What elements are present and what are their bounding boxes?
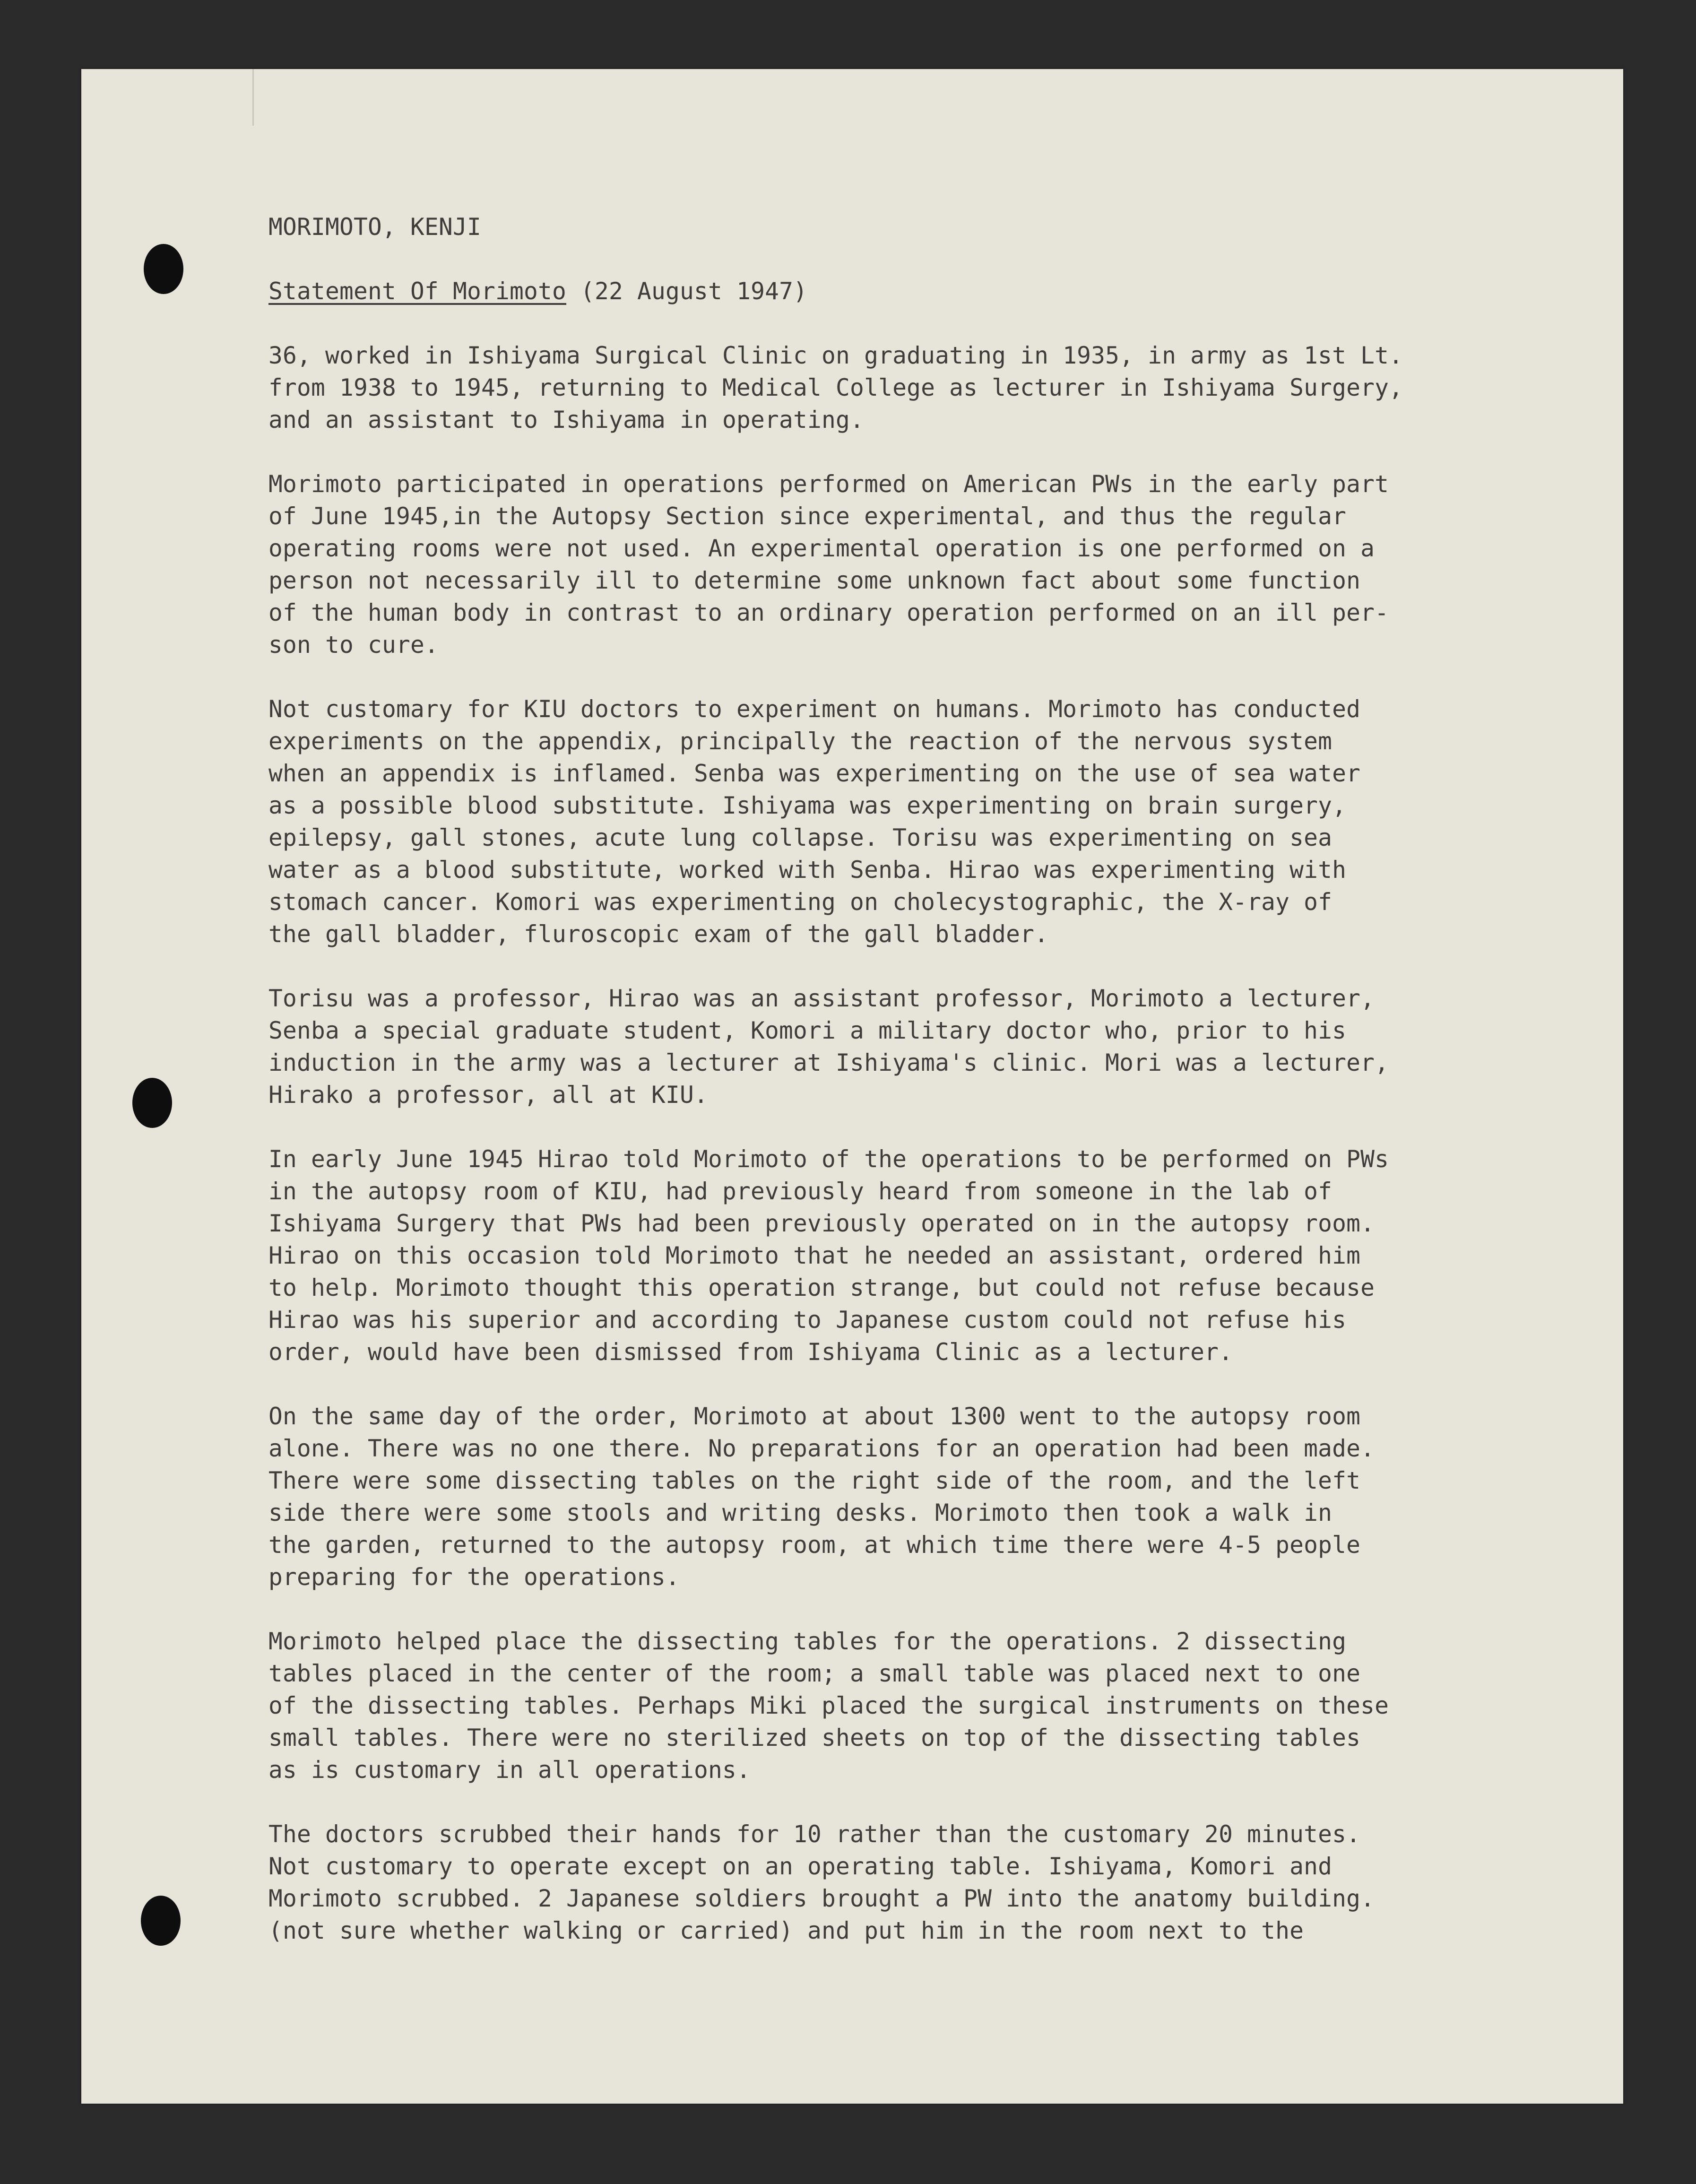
document-body: [268, 211, 1573, 1979]
paragraph-order: In early June 1945 Hirao told Morimoto of the operations to be performed on PWs in the autopsy room of KIU, had previously heard from someone in the lab of Ishiyama Surgery that PWs had been previously operated on in the autopsy room. Hirao on this occasion told Morimoto that he needed an assistant, ordered him to help. Morimoto thought this operation strange, but could not refuse because Hirao was his superior and according to Japanese custom could not refuse his order, would have been dismissed from Ishiyama Clinic as a lecturer.: [268, 1145, 1389, 1366]
statement-title: Statement Of Morimoto: [268, 277, 567, 305]
punch-hole-top: [144, 244, 183, 294]
paragraph-tables: Morimoto helped place the dissecting tables for the operations. 2 dissecting tables placed in the center of the room; a small table was placed next to one of the dissecting tables. Perhaps Miki placed the surgical instruments on these small tables. There were no sterilized sheets on top of the dissecting tables as is customary in all operations.: [268, 1628, 1389, 1784]
statement-date: (22 August 1947): [566, 277, 808, 305]
statement-title-line: [268, 275, 1573, 307]
paragraph-experiments: Not customary for KIU doctors to experiment on humans. Morimoto has conducted experiments on the appendix, principally the reaction of the nervous system when an appendix is inflamed. Senba was experimenting on the use of sea water as a possible blood substitute. Ishiyama was experimenting on brain surgery, epilepsy, gall stones, acute lung collapse. Torisu was experimenting on sea water as a blood substitute, worked with Senba. Hirao was experimenting with stomach cancer. Komori was experimenting on cholecystographic, the X-ray of the gall bladder, fluroscopic exam of the gall bladder.: [268, 695, 1361, 948]
paragraph-participation: Morimoto participated in operations performed on American PWs in the early part of June 1945,in the Autopsy Section since experimental, and thus the regular operating rooms were not used. An experimental operation is one performed on a person not necessarily ill to determine some unknown fact about some function of the human body in contrast to an ordinary operation performed on an ill per- son to cure.: [268, 470, 1389, 659]
paragraph-scrubbing: The doctors scrubbed their hands for 10 rather than the customary 20 minutes. Not customary to operate except on an operating table. Ishiyama, Komori and Morimoto scrubbed. 2 Japanese soldiers brought a PW into the anatomy building. (not sure whether walking or carried) and put him in the room next to the: [268, 1820, 1375, 1944]
document-heading: MORIMOTO, KENJI: [268, 213, 482, 241]
paper-fold-mark: [252, 69, 254, 126]
paragraph-staff-roles: Torisu was a professor, Hirao was an assistant professor, Morimoto a lecturer, Senba a special graduate student, Komori a military doctor who, prior to his induction in the army was a lecturer at Ishiyama's clinic. Mori was a lecturer, Hirako a professor, all at KIU.: [268, 985, 1389, 1109]
paragraph-autopsy-room: On the same day of the order, Morimoto at about 1300 went to the autopsy room alone. There was no one there. No preparations for an operation had been made. There were some dissecting tables on the right side of the room, and the left side there were some stools and writing desks. Morimoto then took a walk in the garden, returned to the autopsy room, at which time there were 4-5 people preparing for the operations.: [268, 1403, 1375, 1591]
punch-hole-middle: [132, 1078, 172, 1128]
punch-hole-bottom: [141, 1896, 181, 1946]
paragraph-background: 36, worked in Ishiyama Surgical Clinic on graduating in 1935, in army as 1st Lt. from 1938 to 1945, returning to Medical College as lecturer in Ishiyama Surgery, and an assistant to Ishiyama in operating.: [268, 342, 1403, 433]
